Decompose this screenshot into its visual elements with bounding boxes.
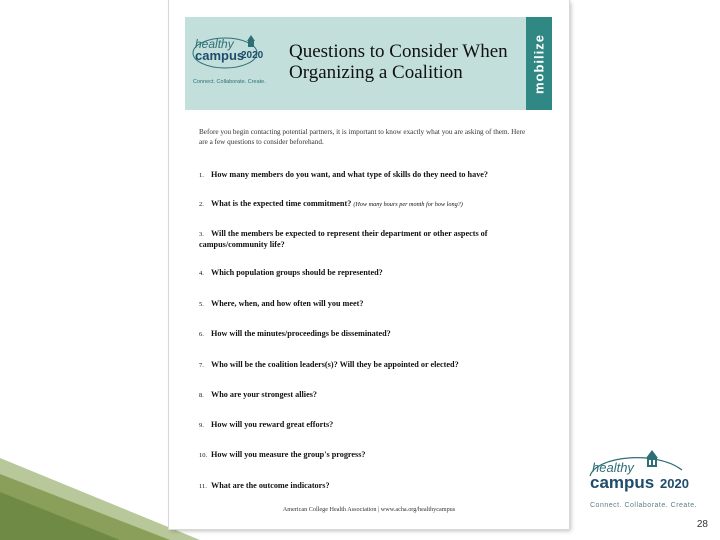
logo-word-healthy: healthy [195, 37, 234, 51]
document-footer: American College Health Association | www.acha.org/healthycampus [282, 506, 456, 513]
question-item [199, 329, 539, 340]
question-number: 5. [199, 301, 204, 308]
slide-logo [586, 446, 706, 524]
logo-tagline: Connect. Collaborate. Create. [193, 79, 266, 85]
banner-side-strip [526, 17, 552, 110]
question-text: Will the members be expected to represent their department or other aspects of campus/community life? [199, 229, 488, 249]
logo-year: 2020 [241, 50, 264, 61]
document-page [169, 0, 569, 529]
question-number: 7. [199, 362, 204, 369]
question-text: What are the outcome indicators? [211, 481, 330, 490]
question-number: 10. [199, 452, 208, 459]
question-text: Which population groups should be represented? [211, 268, 383, 277]
header-banner [185, 17, 552, 110]
question-number: 4. [199, 270, 204, 277]
question-text: Who are your strongest allies? [211, 390, 317, 399]
question-note: (How many hours per month for how long?) [353, 201, 463, 208]
question-text: How will you reward great efforts? [211, 420, 334, 429]
question-number: 2. [199, 201, 204, 208]
question-number: 3. [199, 231, 204, 238]
slide-page-number: 28 [696, 519, 708, 530]
question-item [199, 299, 539, 310]
question-text: Where, when, and how often will you meet? [211, 299, 364, 308]
question-item [199, 420, 539, 431]
question-number: 9. [199, 422, 204, 429]
question-item [199, 390, 539, 401]
question-text: How will you measure the group's progress? [211, 450, 366, 459]
question-number: 11. [199, 483, 207, 490]
question-item [199, 450, 539, 461]
question-item [199, 229, 539, 250]
logo-word-campus: campus [590, 473, 655, 492]
logo-word-healthy: healthy [592, 460, 634, 475]
question-number: 1. [199, 172, 204, 179]
logo-year: 2020 [660, 476, 689, 491]
question-text: How will the minutes/proceedings be disseminated? [211, 329, 391, 338]
question-text: Who will be the coalition leaders(s)? Will they be appointed or elected? [211, 360, 459, 369]
logo-word-campus: campus [195, 48, 245, 63]
side-label: mobilize [531, 33, 547, 94]
question-item [199, 170, 539, 181]
question-item [199, 268, 539, 279]
question-number: 6. [199, 331, 204, 338]
question-number: 8. [199, 392, 204, 399]
question-text: How many members do you want, and what type of skills do they need to have? [211, 170, 489, 179]
question-item [199, 199, 539, 210]
logo-tagline: Connect. Collaborate. Create. [590, 502, 698, 509]
question-item [199, 360, 539, 371]
intro-paragraph: Before you begin contacting potential partners, it is important to know exactly what you are asking of them. Here are a few questions to consider beforehand. [199, 128, 526, 146]
question-text: What is the expected time commitment? [211, 199, 352, 208]
question-item [199, 481, 539, 492]
healthy-campus-logo [191, 31, 277, 97]
document-title: Questions to Consider When Organizing a Coalition [289, 41, 508, 83]
